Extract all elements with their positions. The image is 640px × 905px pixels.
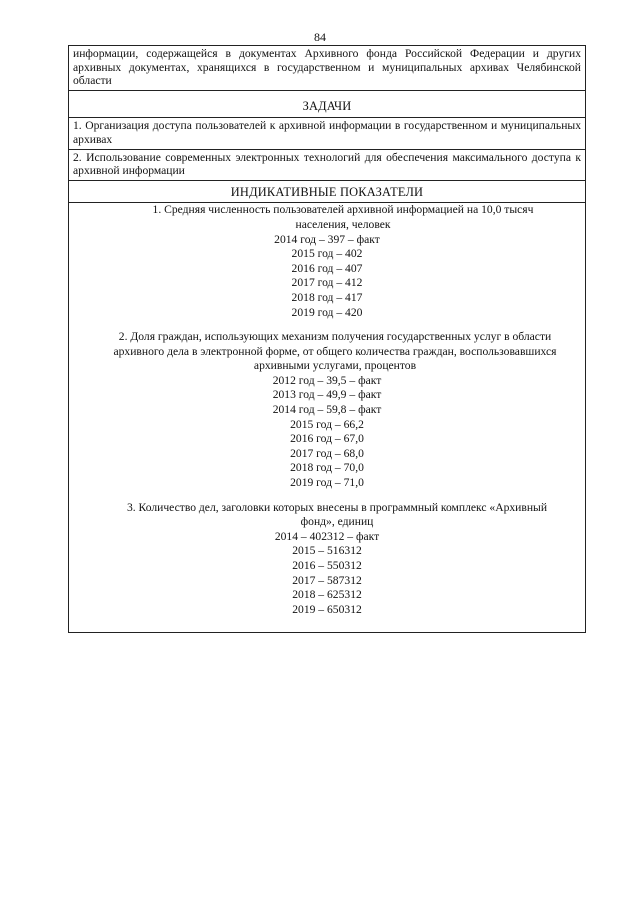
indicator-3-value: 2014 – 402312 – факт <box>274 529 380 543</box>
indicator-3-value: 2018 – 625312 <box>292 588 362 602</box>
indicator-1-value: 2018 год – 417 <box>291 290 363 304</box>
indicator-3-value: 2016 – 550312 <box>292 559 362 572</box>
indicator-1-value: 2019 год – 420 <box>291 305 363 319</box>
indicator-1-title: 1. Средняя численность пользователей архивной информацией на 10,0 тысяч населения, человек <box>152 203 534 231</box>
indicator-3-title: 3. Количество дел, заголовки которых внесены в программный комплекс «Архивный фонд», единиц <box>126 500 548 529</box>
indicator-2-value: 2018 год – 70,0 <box>290 461 364 475</box>
indicator-1-value: 2016 год – 407 <box>291 261 363 275</box>
indicator-3-value: 2017 – 587312 <box>292 573 362 587</box>
indicator-1-value: 2014 год – 397 – факт <box>274 232 380 246</box>
program-passport-table <box>68 45 586 633</box>
task-item-2: 2. Использование современных электронных технологий для обеспечения максимального доступа к архивной информации <box>69 149 585 180</box>
indicator-1-value: 2017 год – 412 <box>291 276 363 290</box>
indicators-heading: ИНДИКАТИВНЫЕ ПОКАЗАТЕЛИ <box>69 180 585 203</box>
indicator-1 <box>77 203 577 320</box>
intro-text-cell: информации, содержащейся в документах Архивного фонда Российской Федерации и других архивных документах, хранящихся в государственном и муниципальных архивах Челябинской области <box>73 47 581 88</box>
indicator-2-value: 2015 год – 66,2 <box>290 417 364 431</box>
task-item-1: 1. Организация доступа пользователей к архивной информации в государственном и муниципальных архивах <box>69 117 585 148</box>
indicator-3-value: 2015 – 516312 <box>292 544 362 558</box>
indicator-2-value: 2014 год – 59,8 – факт <box>272 403 382 417</box>
tasks-heading: ЗАДАЧИ <box>69 90 585 118</box>
indicators-cell <box>69 202 585 632</box>
indicator-2-value: 2012 год – 39,5 – факт <box>272 373 382 387</box>
indicator-1-value: 2015 год – 402 <box>291 247 363 261</box>
indicator-2-value: 2017 год – 68,0 <box>290 446 364 460</box>
indicator-2-value: 2013 год – 49,9 – факт <box>272 388 382 402</box>
indicator-2-title: 2. Доля граждан, использующих механизм получения государственных услуг в области архивного дела в электронной форме, от общего количества граждан, воспользовавшихся архивными услугами, процентов <box>113 330 557 373</box>
page-number: 84 <box>314 30 326 44</box>
indicator-3 <box>77 501 577 618</box>
indicator-2-value: 2016 год – 67,0 <box>290 432 364 446</box>
indicator-2-value: 2019 год – 71,0 <box>290 476 364 490</box>
indicator-2 <box>77 330 577 491</box>
indicator-3-value: 2019 – 650312 <box>292 602 362 616</box>
